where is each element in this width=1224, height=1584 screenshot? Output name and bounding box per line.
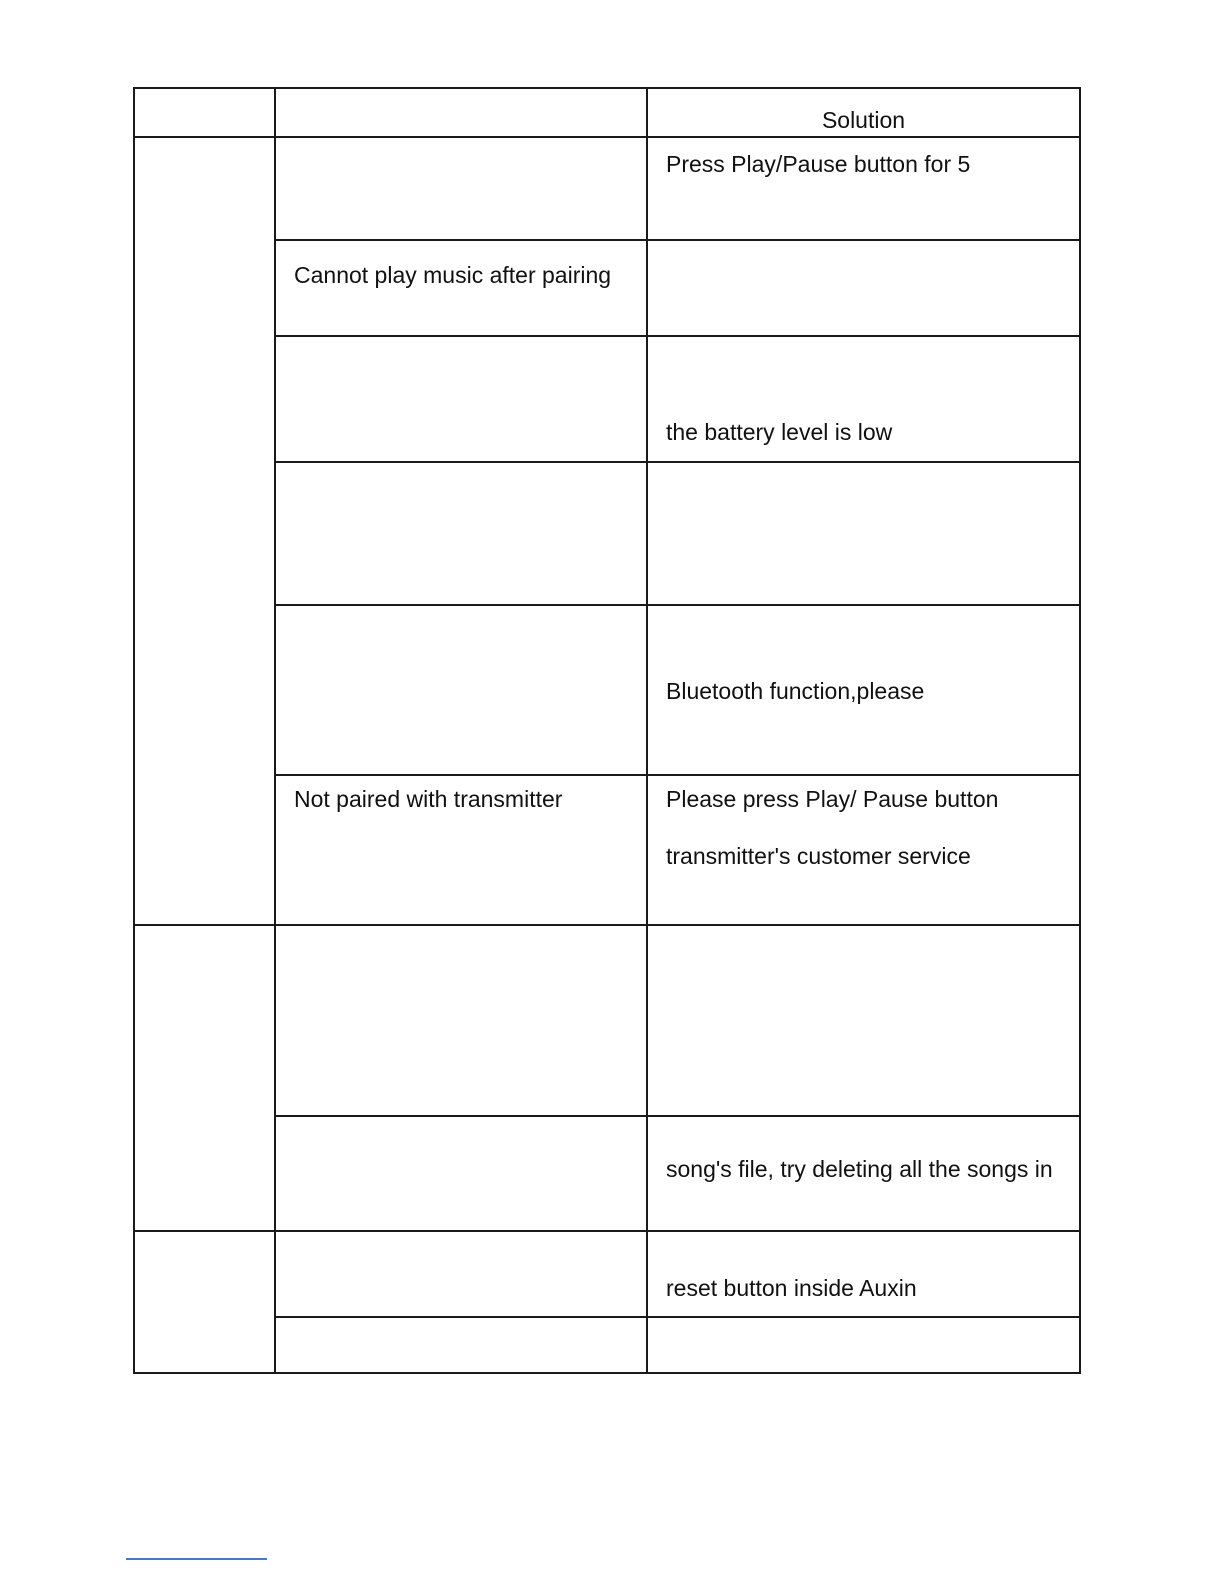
solution-cell [647,1116,1080,1231]
problem-cell [275,137,647,240]
table-row [134,775,1080,925]
problem-cell [275,462,647,605]
solution-cell [647,336,1080,462]
problem-cell [275,1116,647,1231]
table-row [134,1317,1080,1373]
solution-cell [647,775,1080,925]
problem-cell [275,775,647,925]
table-row [134,925,1080,1116]
solution-cell [647,1317,1080,1373]
solution-text: reset button inside Auxin [666,1275,917,1301]
solution-text: song's file, try deleting all the songs in [666,1156,1053,1182]
solution-text: Please press Play/ Pause button [666,786,999,812]
table-row [134,336,1080,462]
problem-cell [275,240,647,336]
table-row [134,1116,1080,1231]
table-row [134,605,1080,775]
solution-text: Press Play/Pause button for 5 [666,151,971,177]
solution-cell [647,1231,1080,1317]
table-row [134,1231,1080,1317]
table-row [134,462,1080,605]
header-cell-problem [275,88,647,137]
solution-text: the battery level is low [666,419,893,445]
category-cell-2 [134,925,275,1231]
problem-cell [275,925,647,1116]
solution-cell [647,925,1080,1116]
table-row [134,137,1080,240]
solution-text: transmitter's customer service [666,843,971,869]
problem-cell [275,1231,647,1317]
table-row [134,240,1080,336]
problem-text: Not paired with transmitter [294,786,563,812]
solution-cell [647,462,1080,605]
problem-cell [275,605,647,775]
problem-text: Cannot play music after pairing [294,262,612,288]
solution-cell [647,137,1080,240]
solution-cell [647,240,1080,336]
category-cell-3 [134,1231,275,1373]
solution-header: Solution [821,107,906,133]
footnote-separator [126,1558,267,1560]
problem-cell [275,1317,647,1373]
header-cell-category [134,88,275,137]
header-cell-solution [647,88,1080,137]
problem-cell [275,336,647,462]
solution-text: Bluetooth function,please [666,678,925,704]
solution-cell [647,605,1080,775]
troubleshooting-table [133,87,1081,1374]
category-cell-1 [134,137,275,925]
table-header-row [134,88,1080,137]
